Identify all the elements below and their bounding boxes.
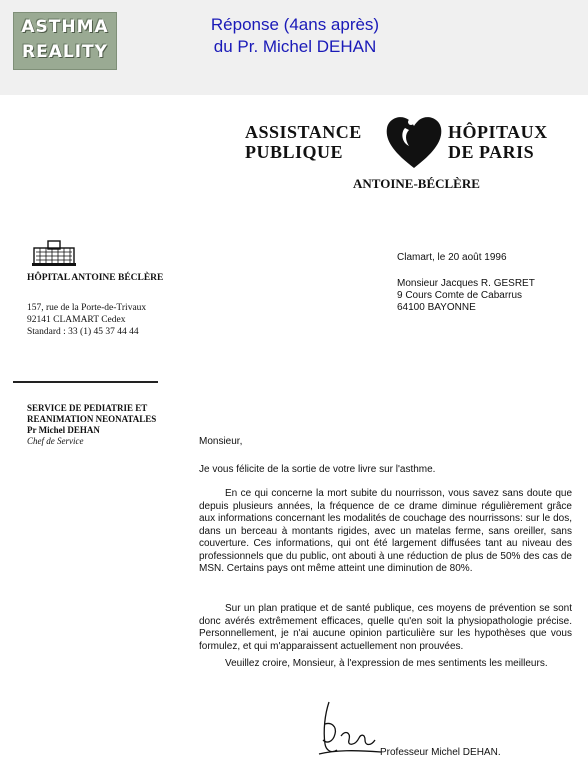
paragraph-3: Sur un plan pratique et de santé publique, ces moyens de prévention se sont donc avérés extrêmement efficaces, quelle qu'en soit la physiopathologie précise. Personnellement, je n'ai aucune opinion particulière sur les hypothèses que vous formulez, et qui m'apparaissent actuellement non prouvées. [199, 603, 572, 652]
page-title-line-1: Réponse (4ans après) [210, 15, 380, 34]
ap-right-title [448, 122, 548, 162]
recipient-name: Monsieur Jacques R. GESRET [397, 278, 535, 289]
page-title-line-2: du Pr. Michel DEHAN [213, 37, 377, 56]
hospital-building-icon [32, 238, 76, 266]
divider [13, 381, 158, 383]
hospital-name: ANTOINE-BÉCLÈRE [353, 176, 480, 191]
service-line-1: SERVICE DE PEDIATRIE ET [27, 403, 148, 413]
heart-logo-icon [383, 112, 445, 170]
asthma-reality-logo[interactable] [13, 12, 117, 70]
recipient-street: 9 Cours Comte de Cabarrus [397, 290, 523, 301]
recipient-city: 64100 BAYONNE [397, 302, 476, 313]
paragraph-2: En ce qui concerne la mort subite du nourrisson, vous savez sans doute que depuis plusieurs années, la fréquence de ce drame diminue régulièrement grâce aux informations concernant les modalités de couchage des nourrissons: sur le dos, dans un berceau à montants rigides, avec un matelas ferme, sans oreiller, sans couverture. Ces informations, qui ont été largement diffusées tant au niveau des professionnels que du public, ont abouti à une réduction de plus de 50% des cas de MSN. Certains pays ont même atteint une diminution de 80%. [199, 488, 572, 574]
salutation: Monsieur, [199, 436, 243, 447]
page-title [150, 14, 440, 58]
sender-address-line-2: 92141 CLAMART Cedex [27, 315, 126, 325]
ap-right-line-1: HÔPITAUX [448, 122, 548, 142]
sender-address [27, 272, 163, 338]
paragraph-1: Je vous félicite de la sortie de votre livre sur l'asthme. [199, 464, 436, 475]
logo-line-2: REALITY [22, 42, 108, 62]
ap-left-line-2: PUBLIQUE [245, 142, 344, 162]
closing: Veuillez croire, Monsieur, à l'expression de mes sentiments les meilleurs. [225, 658, 548, 669]
ap-left-title [245, 122, 362, 162]
sender-phone: Standard : 33 (1) 45 37 44 44 [27, 327, 139, 337]
service-line-2: REANIMATION NEONATALES [27, 414, 157, 424]
logo-line-1: ASTHMA [21, 17, 109, 37]
signature-name: Professeur Michel DEHAN. [380, 747, 501, 758]
sender-address-line-1: 157, rue de la Porte-de-Trivaux [27, 303, 147, 313]
ap-left-line-1: ASSISTANCE [245, 122, 362, 142]
ap-right-line-2: DE PARIS [448, 142, 535, 162]
sender-hospital-name: HÔPITAL ANTOINE BÉCLÈRE [27, 273, 164, 283]
letter-date: Clamart, le 20 août 1996 [397, 252, 507, 263]
doctor-name: Pr Michel DEHAN [27, 425, 100, 435]
recipient-address [397, 278, 535, 314]
service-info [27, 403, 156, 447]
doctor-role: Chef de Service [27, 436, 84, 446]
handwritten-signature [315, 700, 385, 758]
